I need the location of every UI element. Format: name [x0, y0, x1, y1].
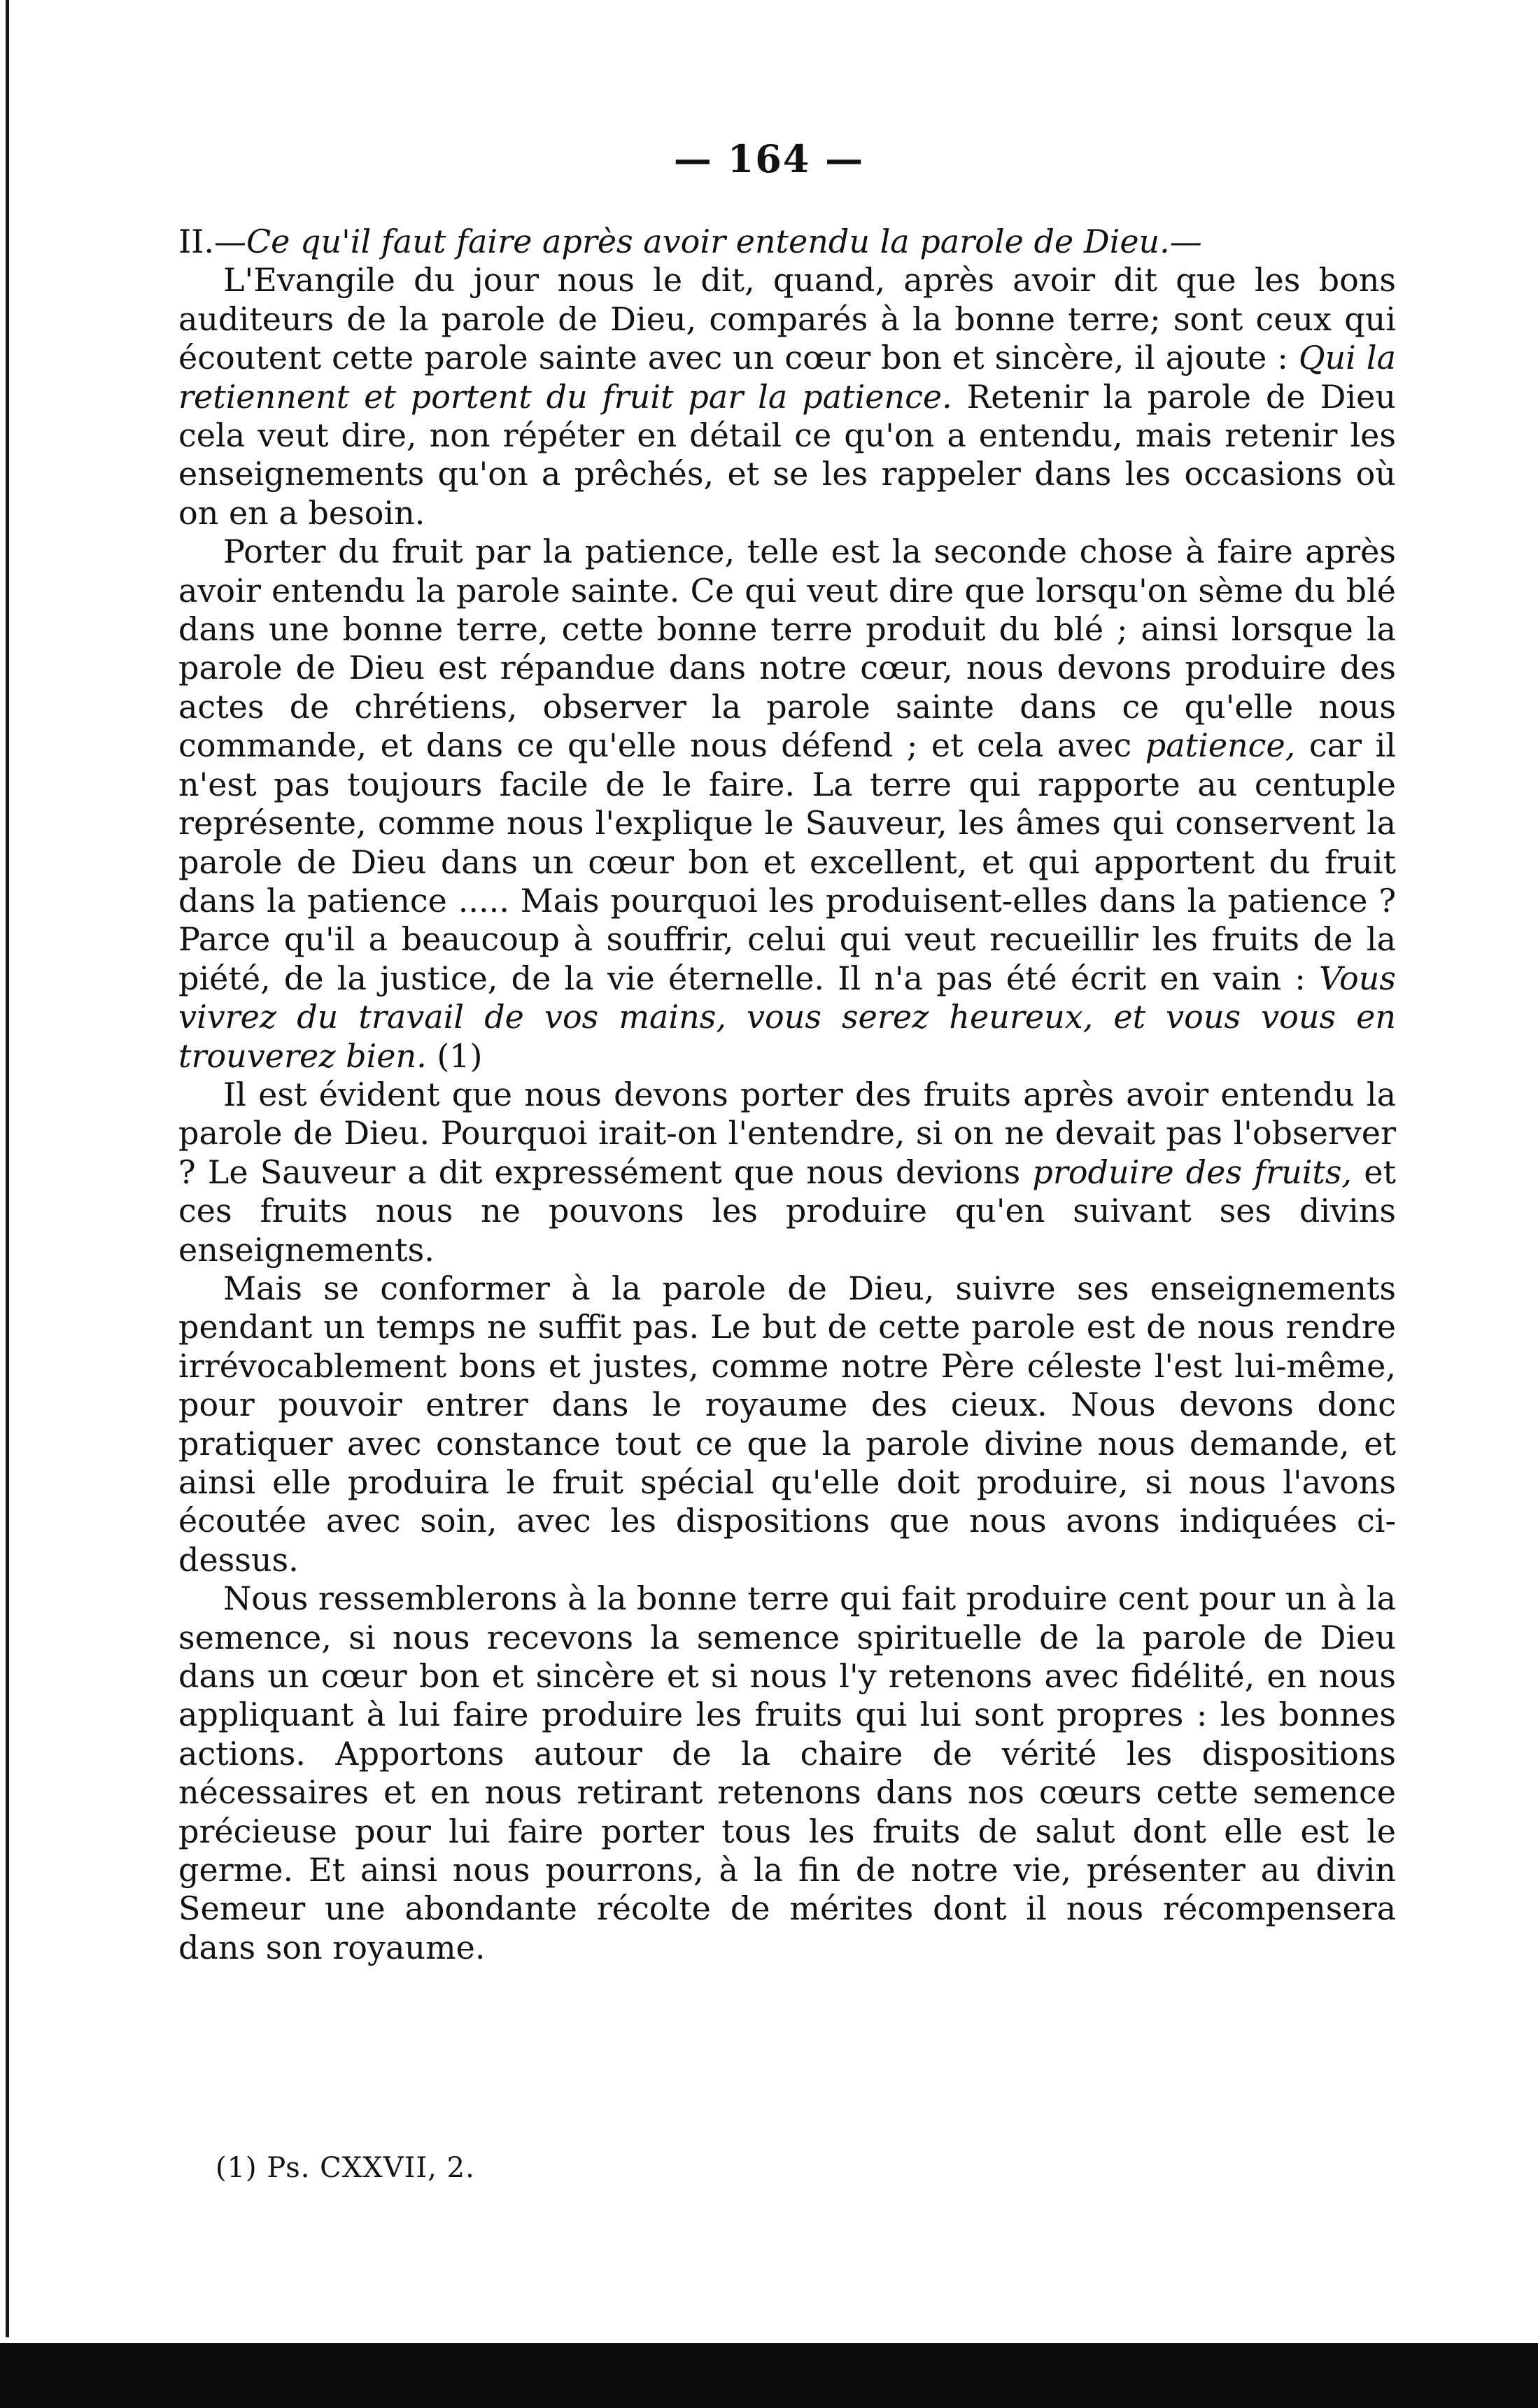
text-segment-italic: patience,	[1145, 726, 1296, 765]
text-segment-italic: Qui la retiennent et portent du fruit par la patience.	[178, 339, 1396, 416]
section-dash: —	[1169, 223, 1202, 260]
text-segment-italic: Vous vivrez du travail de vos mains, vous serez heureux, et vous vous en trouverez bien.	[178, 959, 1396, 1075]
text-segment: Nous ressemblerons à la bonne terre qui fait produire cent pour un à la semence, si nous recevons la semence spirituelle de la parole de Dieu dans un cœur bon et sincère et si nous l'y retenons avec fidélité, en nous appliquant à lui faire produire les fruits qui lui sont propres : les bonnes actions. Apportons autour de la chaire de vérité les dispositions nécessaires et en nous retirant retenons dans nos cœurs cette semence précieuse pour lui faire porter tous les fruits de salut dont elle est le germe. Et ainsi nous pourrons, à la fin de notre vie, présenter au divin Semeur une abondante récolte de mérites dont il nous récompensera dans son royaume.	[178, 1579, 1396, 1966]
section-number: II.—	[178, 223, 246, 260]
page-number: — 164 —	[673, 136, 865, 181]
paragraph-2	[178, 533, 1396, 1076]
paragraph-5	[178, 1579, 1396, 1967]
paragraph-4	[178, 1269, 1396, 1579]
footnote-ref: (1)	[426, 1036, 483, 1075]
page-edge-shadow	[6, 0, 9, 2337]
body-text	[178, 223, 1396, 1967]
section-title: Ce qu'il faut faire après avoir entendu la parole de Dieu.	[246, 223, 1170, 260]
text-segment: L'Evangile du jour nous le dit, quand, après avoir dit que les bons auditeurs de la parole de Dieu, comparés à la bonne terre; sont ceux qui écoutent cette parole sainte avec un cœur bon et sincère, il ajoute :	[178, 261, 1396, 377]
paragraph-1	[178, 261, 1396, 533]
text-segment: Retenir la parole de Dieu cela veut dire, non répéter en détail ce qu'on a entendu, mais retenir les enseignements qu'on a prêchés, et se les rappeler dans les occasions où on en a besoin.	[178, 377, 1396, 532]
text-segment-italic: produire des fruits,	[1032, 1153, 1353, 1191]
text-segment: Porter du fruit par la patience, telle est la seconde chose à faire après avoir entendu la parole sainte. Ce qui veut dire que lorsqu'on sème du blé dans une bonne terre, cette bonne terre produit du blé ; ainsi lorsque la parole de Dieu est répandue dans notre cœur, nous devons produire des actes de chrétiens, observer la parole sainte dans ce qu'elle nous commande, et dans ce qu'elle nous défend ; et cela avec	[178, 533, 1396, 765]
footnote: (1) Ps. CXXVII, 2.	[216, 2152, 475, 2184]
text-segment: et ces fruits nous ne pouvons les produire qu'en suivant ses divins enseignements.	[178, 1153, 1396, 1269]
scan-bottom-border	[0, 2343, 1538, 2408]
paragraph-3	[178, 1076, 1396, 1269]
text-segment: Il est évident que nous devons porter des fruits après avoir entendu la parole de Dieu. Pourquoi irait-on l'entendre, si on ne devait pas l'observer ? Le Sauveur a dit expressément que nous devions	[178, 1075, 1396, 1191]
text-segment: car il n'est pas toujours facile de le faire. La terre qui rapporte au centuple représente, comme nous l'explique le Sauveur, les âmes qui conservent la parole de Dieu dans un cœur bon et excellent, et qui apportent du fruit dans la patience ..... Mais pourquoi les produisent-elles dans la patience ? Parce qu'il a beaucoup à souffrir, celui qui veut recueillir les fruits de la piété, de la justice, de la vie éternelle. Il n'a pas été écrit en vain :	[178, 726, 1396, 997]
section-heading	[178, 223, 1396, 261]
text-segment: Mais se conformer à la parole de Dieu, suivre ses enseignements pendant un temps ne suffit pas. Le but de cette parole est de nous rendre irrévocablement bons et justes, comme notre Père céleste l'est lui-même, pour pouvoir entrer dans le royaume des cieux. Nous devons donc pratiquer avec constance tout ce que la parole divine nous demande, et ainsi elle produira le fruit spécial qu'elle doit produire, si nous l'avons écoutée avec soin, avec les dispositions que nous avons indiquées ci-dessus.	[178, 1269, 1396, 1579]
